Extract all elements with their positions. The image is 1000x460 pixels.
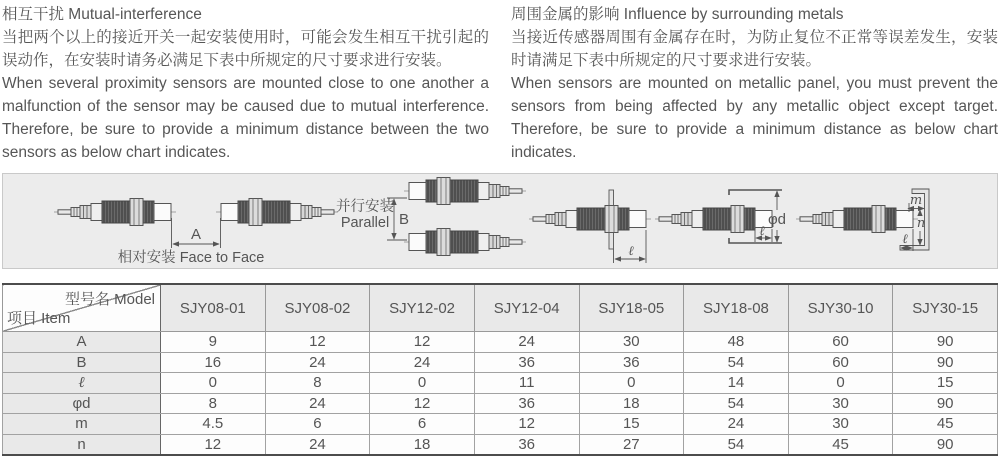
parallel-caption-zh: 并行安装 bbox=[336, 199, 394, 215]
value-cell: 27 bbox=[579, 434, 684, 455]
value-cell: 48 bbox=[684, 332, 789, 353]
channel-mount-diagram bbox=[655, 190, 786, 243]
value-cell: 12 bbox=[370, 332, 475, 353]
model-header: SJY08-01 bbox=[161, 284, 266, 332]
face-to-face-diagram bbox=[54, 199, 338, 267]
dim-l-label-3: ℓ bbox=[902, 232, 908, 247]
model-header: SJY12-02 bbox=[370, 284, 475, 332]
value-cell: 54 bbox=[684, 352, 789, 373]
face-to-face-caption: 相对安装 Face to Face bbox=[117, 250, 265, 266]
value-cell: 30 bbox=[788, 414, 893, 435]
value-cell: 54 bbox=[684, 393, 789, 414]
item-label: ℓ bbox=[3, 373, 161, 394]
flush-plate-diagram bbox=[529, 190, 651, 263]
surrounding-metals-text-en: When sensors are mounted on metallic panel, you must prevent the sensors from being affected by any metallic object except target. Therefore, be sure to provide a minimum distance as below chart indicates. bbox=[511, 75, 998, 161]
value-cell: 0 bbox=[788, 373, 893, 394]
item-label: φd bbox=[3, 393, 161, 414]
value-cell: 24 bbox=[265, 393, 370, 414]
mutual-interference-text-en: When several proximity sensors are mounted close to one another a malfunction of the sensor may be caused due to mutual interference. Therefore, be sure to provide a minimum distance between the two sensors as below chart indicates. bbox=[2, 75, 489, 161]
item-label: A bbox=[3, 332, 161, 353]
datasheet-page bbox=[2, 0, 998, 456]
intro-text-columns bbox=[2, 1, 998, 164]
value-cell: 90 bbox=[893, 393, 998, 414]
value-cell: 36 bbox=[579, 352, 684, 373]
value-cell: 36 bbox=[474, 393, 579, 414]
model-header: SJY18-05 bbox=[579, 284, 684, 332]
model-header: SJY08-02 bbox=[265, 284, 370, 332]
value-cell: 45 bbox=[788, 434, 893, 455]
value-cell: 18 bbox=[579, 393, 684, 414]
surrounding-metals-section bbox=[511, 1, 998, 164]
table-corner-cell bbox=[3, 284, 161, 332]
value-cell: 12 bbox=[474, 414, 579, 435]
value-cell: 90 bbox=[893, 332, 998, 353]
value-cell: 90 bbox=[893, 352, 998, 373]
dim-l-label-2: ℓ bbox=[759, 224, 765, 239]
value-cell: 30 bbox=[788, 393, 893, 414]
value-cell: 12 bbox=[370, 393, 475, 414]
value-cell: 60 bbox=[788, 332, 893, 353]
table-row bbox=[3, 352, 998, 373]
mutual-interference-text-zh: 当把两个以上的接近开关一起安装使用时，可能会发生相互干扰引起的误动作，在安装时请务必满足下表中所规定的尺寸要求进行安装。 bbox=[2, 29, 489, 69]
model-header-row bbox=[3, 284, 998, 332]
item-label: n bbox=[3, 434, 161, 455]
parallel-caption-en: Parallel bbox=[340, 215, 390, 231]
dim-b-label: B bbox=[399, 211, 410, 228]
dimension-table bbox=[2, 283, 998, 456]
value-cell: 24 bbox=[474, 332, 579, 353]
table-row bbox=[3, 414, 998, 435]
model-header: SJY30-10 bbox=[788, 284, 893, 332]
dim-l-label-1: ℓ bbox=[628, 244, 634, 259]
table-row bbox=[3, 434, 998, 455]
value-cell: 15 bbox=[579, 414, 684, 435]
mounting-diagram-strip bbox=[2, 173, 998, 269]
dim-a-label: A bbox=[190, 226, 202, 243]
mutual-interference-title: 相互干扰 Mutual-interference bbox=[2, 6, 202, 23]
value-cell: 4.5 bbox=[161, 414, 266, 435]
corner-model-label: 型号名 Model bbox=[64, 291, 155, 308]
value-cell: 24 bbox=[265, 434, 370, 455]
model-header: SJY12-04 bbox=[474, 284, 579, 332]
mutual-interference-section bbox=[2, 1, 489, 164]
value-cell: 30 bbox=[579, 332, 684, 353]
value-cell: 6 bbox=[265, 414, 370, 435]
value-cell: 16 bbox=[161, 352, 266, 373]
value-cell: 18 bbox=[370, 434, 475, 455]
value-cell: 90 bbox=[893, 434, 998, 455]
dim-phi-d-label: φd bbox=[767, 211, 787, 228]
value-cell: 8 bbox=[161, 393, 266, 414]
value-cell: 36 bbox=[474, 434, 579, 455]
value-cell: 0 bbox=[161, 373, 266, 394]
value-cell: 0 bbox=[579, 373, 684, 394]
value-cell: 11 bbox=[474, 373, 579, 394]
item-label: B bbox=[3, 352, 161, 373]
dim-n-label: n bbox=[916, 216, 926, 231]
dim-m-label: m bbox=[909, 193, 923, 208]
value-cell: 12 bbox=[265, 332, 370, 353]
value-cell: 36 bbox=[474, 352, 579, 373]
item-label: m bbox=[3, 414, 161, 435]
bracket-mount-diagram bbox=[796, 189, 929, 251]
value-cell: 12 bbox=[161, 434, 266, 455]
value-cell: 6 bbox=[370, 414, 475, 435]
value-cell: 14 bbox=[684, 373, 789, 394]
table-row bbox=[3, 332, 998, 353]
value-cell: 15 bbox=[893, 373, 998, 394]
value-cell: 45 bbox=[893, 414, 998, 435]
table-row bbox=[3, 393, 998, 414]
surrounding-metals-text-zh: 当接近传感器周围有金属存在时，为防止复位不正常等误差发生，安装时请满足下表中所规定的尺寸要求进行安装。 bbox=[511, 29, 998, 69]
surrounding-metals-title: 周围金属的影响 Influence by surrounding metals bbox=[511, 6, 844, 23]
value-cell: 24 bbox=[370, 352, 475, 373]
value-cell: 9 bbox=[161, 332, 266, 353]
model-header: SJY18-08 bbox=[684, 284, 789, 332]
table-row bbox=[3, 373, 998, 394]
value-cell: 24 bbox=[684, 414, 789, 435]
value-cell: 24 bbox=[265, 352, 370, 373]
model-header: SJY30-15 bbox=[893, 284, 998, 332]
value-cell: 60 bbox=[788, 352, 893, 373]
parallel-diagram bbox=[336, 178, 526, 256]
mounting-diagram bbox=[3, 174, 997, 266]
value-cell: 54 bbox=[684, 434, 789, 455]
value-cell: 8 bbox=[265, 373, 370, 394]
corner-item-label: 项目 Item bbox=[7, 310, 71, 327]
value-cell: 0 bbox=[370, 373, 475, 394]
